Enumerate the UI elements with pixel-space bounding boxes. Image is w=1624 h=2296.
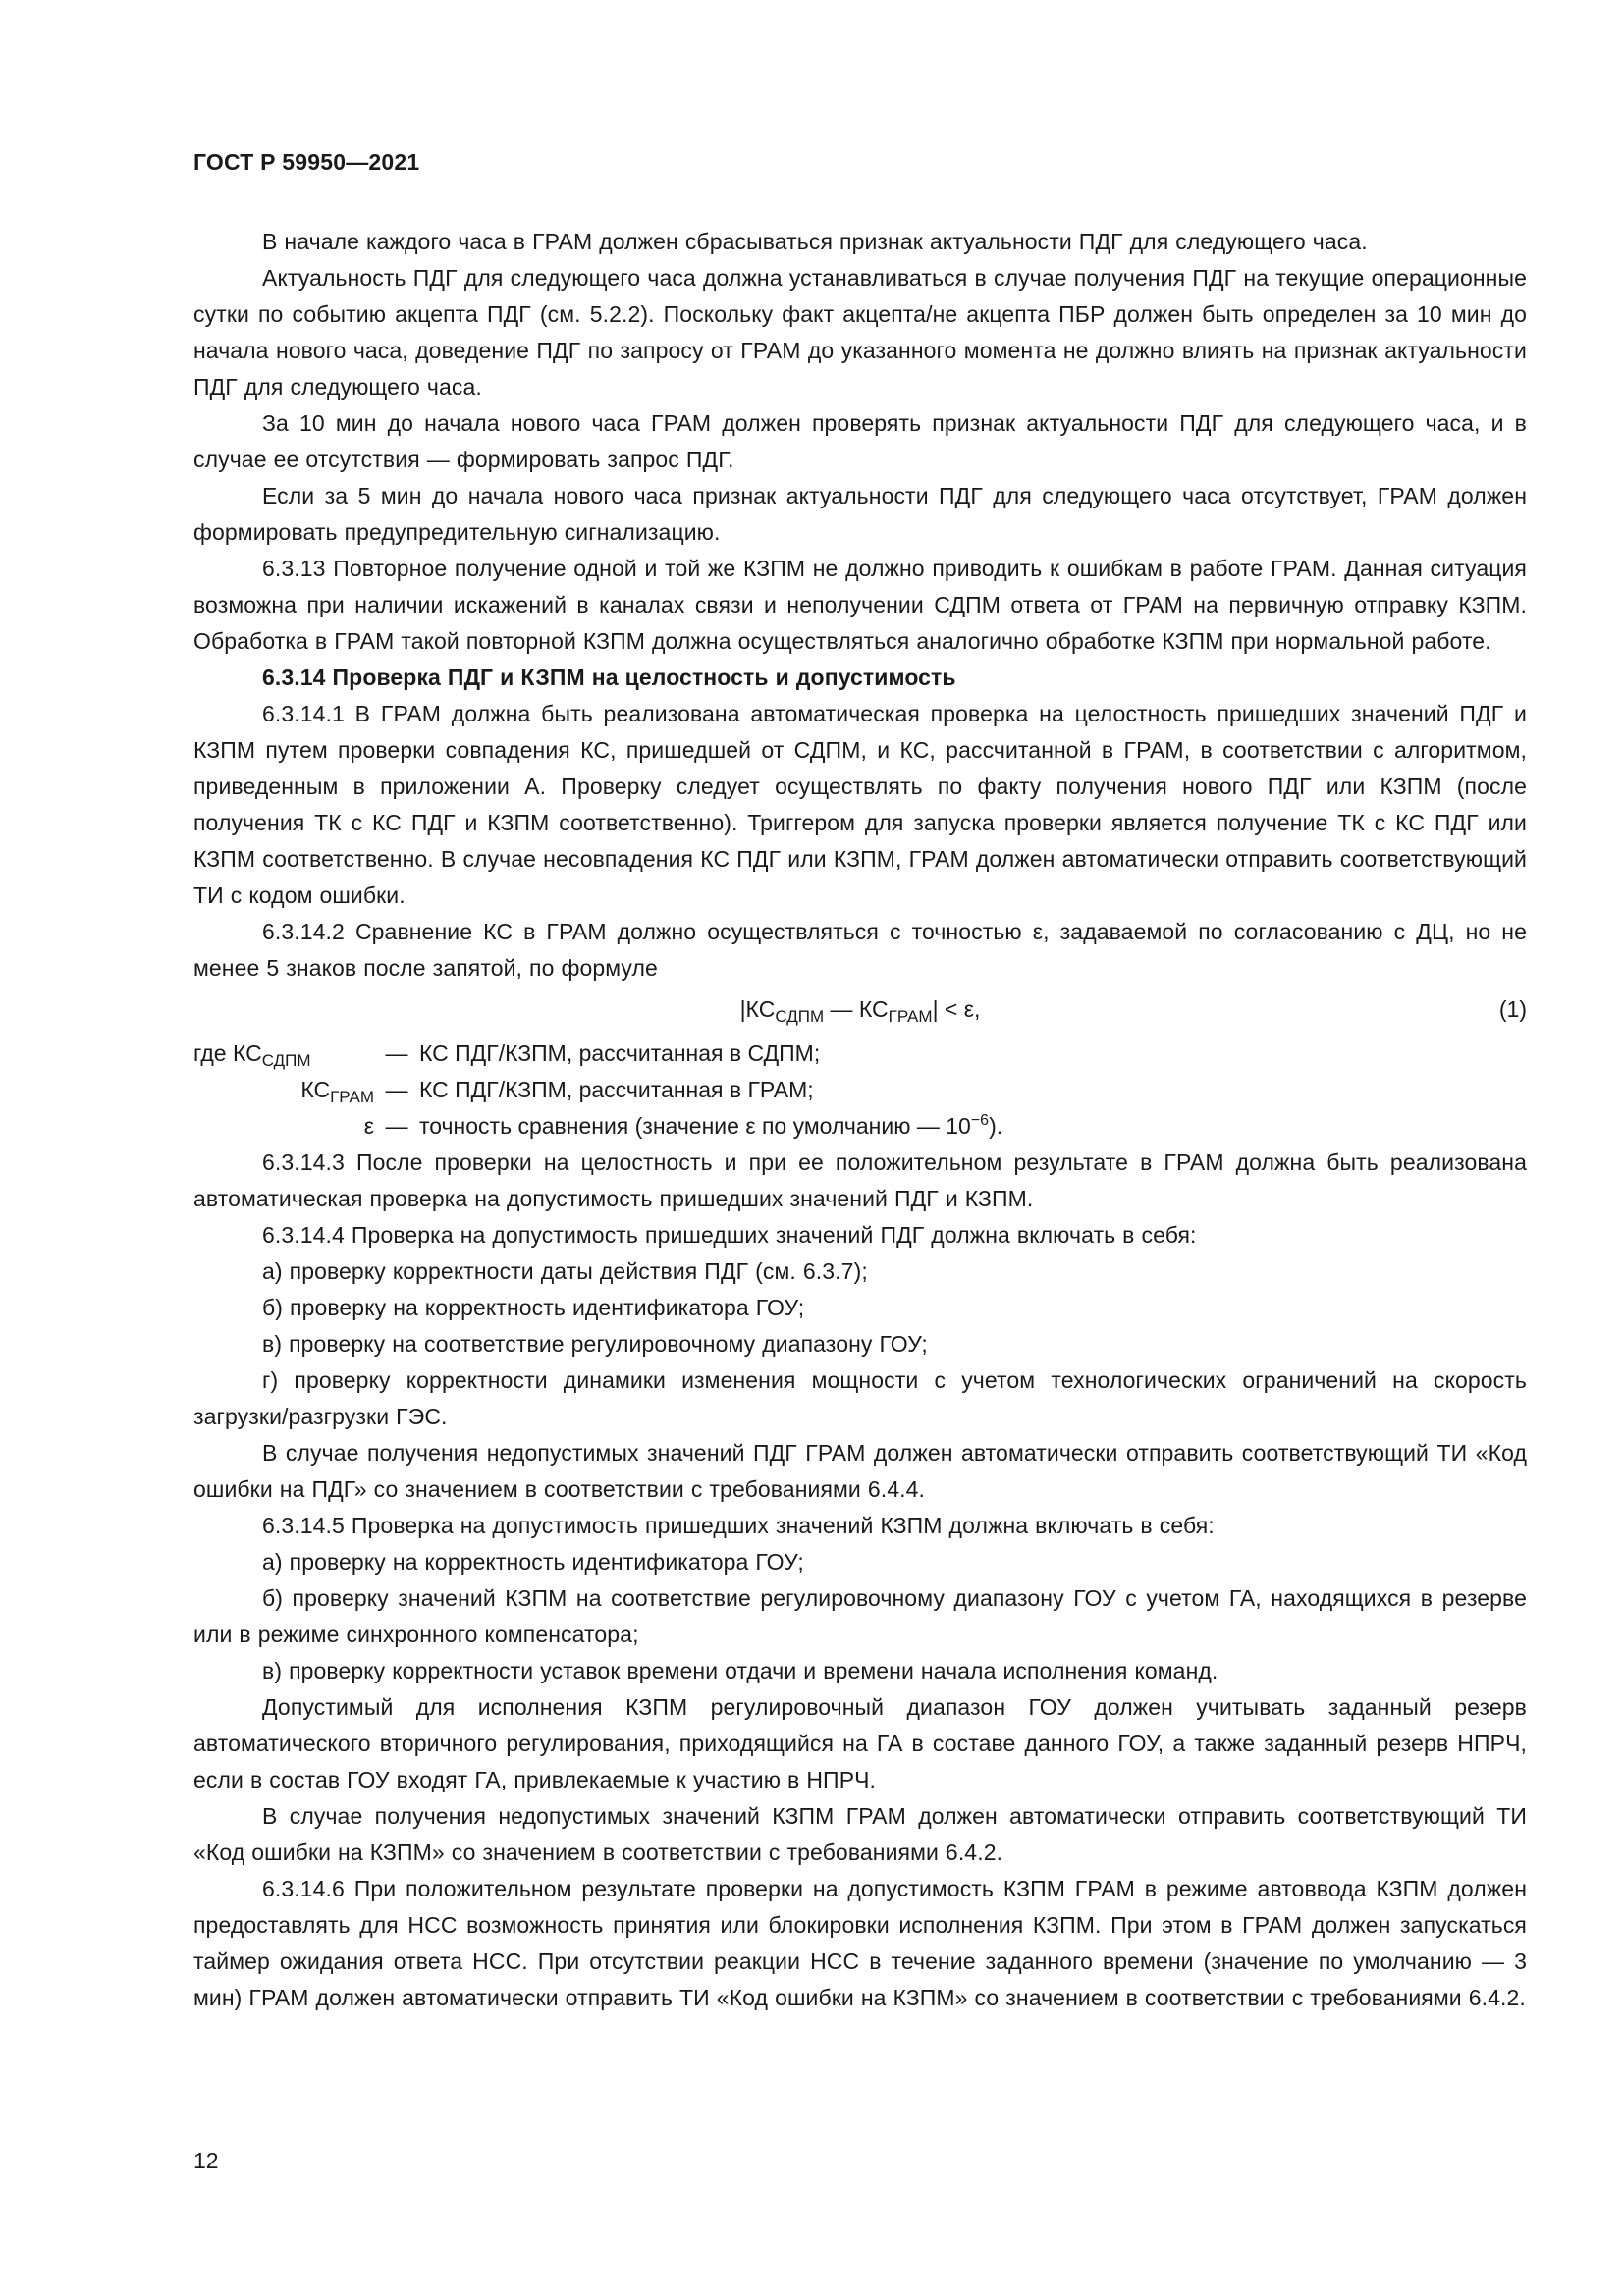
- paragraph: 6.3.14.3 После проверки на целостность и при ее положительном результате в ГРАМ должна быть реализована автоматическая проверка на допустимость пришедших значений ПДГ и КЗПМ.: [193, 1149, 1527, 1211]
- formula-expression: $|КС_{СДПМ}$ — $КС_{ГРАМ}| < \varepsilon$,: [739, 996, 981, 1026]
- formula-number: (1): [1498, 996, 1527, 1022]
- paragraph: 6.3.14.5 Проверка на допустимость пришедших значений КЗПМ должна включать в себя:: [262, 1513, 1215, 1538]
- formula: [193, 987, 1527, 1032]
- list-item: в) проверку корректности уставок времени отдачи и времени начала исполнения команд.: [262, 1658, 1218, 1683]
- list-item: а) проверку на корректность идентификатора ГОУ;: [262, 1549, 804, 1575]
- paragraph: Допустимый для исполнения КЗПМ регулировочный диапазон ГОУ должен учитывать заданный резерв автоматического вторичного регулирования, приходящийся на ГА в составе данного ГОУ, а также заданный резерв НПРЧ, если в состав ГОУ входят ГА, привлекаемые к участию в НПРЧ.: [193, 1694, 1527, 1792]
- list-item: а) проверку корректности даты действия ПДГ (см. 6.3.7);: [262, 1258, 868, 1284]
- legend-row: ε — точность сравнения (значение ε по умолчанию — $10^{-6}$).: [363, 1112, 1003, 1139]
- paragraph: 6.3.14.1 В ГРАМ должна быть реализована автоматическая проверка на целостность пришедших значений ПДГ и КЗПМ путем проверки совпадения КС, пришедшей от СДПМ, и КС, рассчитанной в ГРАМ, в соответствии с алгоритмом, приведенным в приложении А. Проверку следует осуществлять по факту получения нового ПДГ или КЗПМ (после получения ТК с КС ПДГ и КЗПМ соответственно). Триггером для запуска проверки является получение ТК с КС ПДГ или КЗПМ соответственно. В случае несовпадения КС ПДГ или КЗПМ, ГРАМ должен автоматически отправить соответствующий ТИ с кодом ошибки.: [193, 701, 1527, 908]
- page-body: [193, 224, 1527, 2016]
- list-item: в) проверку на соответствие регулировочному диапазону ГОУ;: [262, 1331, 928, 1357]
- page-number: 12: [193, 2148, 219, 2173]
- formula-legend: [193, 1036, 1527, 1145]
- list-item: б) проверку на корректность идентификатора ГОУ;: [262, 1295, 805, 1320]
- legend-row: где $КС_{СДПМ}$ — КС ПДГ/КЗПМ, рассчитанная в СДПМ;: [193, 1041, 821, 1070]
- paragraph: За 10 мин до начала нового часа ГРАМ должен проверять признак актуальности ПДГ для следующего часа, и в случае ее отсутствия — формировать запрос ПДГ.: [193, 410, 1527, 472]
- document-header: ГОСТ Р 59950—2021: [193, 149, 420, 175]
- paragraph: 6.3.13 Повторное получение одной и той же КЗПМ не должно приводить к ошибкам в работе ГРАМ. Данная ситуация возможна при наличии искажений в каналах связи и неполучении СДПМ ответа от ГРАМ на первичную отправку КЗПМ. Обработка в ГРАМ такой повторной КЗПМ должна осуществляться аналогично обработке КЗПМ при нормальной работе.: [193, 556, 1527, 654]
- paragraph: В начале каждого часа в ГРАМ должен сбрасываться признак актуальности ПДГ для следующего часа.: [262, 229, 1368, 254]
- list-item: г) проверку корректности динамики изменения мощности с учетом технологических ограничений на скорость загрузки/разгрузки ГЭС.: [193, 1367, 1527, 1429]
- paragraph: В случае получения недопустимых значений ПДГ ГРАМ должен автоматически отправить соответствующий ТИ «Код ошибки на ПДГ» со значением в соответствии с требованиями 6.4.4.: [193, 1440, 1527, 1502]
- list-item: б) проверку значений КЗПМ на соответствие регулировочному диапазону ГОУ с учетом ГА, находящихся в резерве или в режиме синхронного компенсатора;: [193, 1585, 1527, 1647]
- paragraph: Актуальность ПДГ для следующего часа должна устанавливаться в случае получения ПДГ на текущие операционные сутки по событию акцепта ПДГ (см. 5.2.2). Поскольку факт акцепта/не акцепта ПБР должен быть определен за 10 мин до начала нового часа, доведение ПДГ по запросу от ГРАМ до указанного момента не должно влиять на признак актуальности ПДГ для следующего часа.: [193, 265, 1527, 400]
- paragraph: 6.3.14.4 Проверка на допустимость пришедших значений ПДГ должна включать в себя:: [262, 1222, 1197, 1248]
- paragraph: 6.3.14.6 При положительном результате проверки на допустимость КЗПМ ГРАМ в режиме автоввода КЗПМ должен предоставлять для НСС возможность принятия или блокировки исполнения КЗПМ. При этом в ГРАМ должен запускаться таймер ожидания ответа НСС. При отсутствии реакции НСС в течение заданного времени (значение по умолчанию — 3 мин) ГРАМ должен автоматически отправить ТИ «Код ошибки на КЗПМ» со значением в соответствии с требованиями 6.4.2.: [193, 1876, 1527, 2010]
- paragraph: 6.3.14.2 Сравнение КС в ГРАМ должно осуществляться с точностью ε, задаваемой по согласованию с ДЦ, но не менее 5 знаков после запятой, по формуле: [193, 919, 1527, 981]
- section-heading: 6.3.14 Проверка ПДГ и КЗПМ на целостность и допустимость: [262, 665, 956, 690]
- paragraph: Если за 5 мин до начала нового часа признак актуальности ПДГ для следующего часа отсутствует, ГРАМ должен формировать предупредительную сигнализацию.: [193, 483, 1527, 545]
- legend-row: $КС_{ГРАМ}$ — КС ПДГ/КЗПМ, рассчитанная в ГРАМ;: [300, 1077, 814, 1106]
- paragraph: В случае получения недопустимых значений КЗПМ ГРАМ должен автоматически отправить соответствующий ТИ «Код ошибки на КЗПМ» со значением в соответствии с требованиями 6.4.2.: [193, 1803, 1527, 1865]
